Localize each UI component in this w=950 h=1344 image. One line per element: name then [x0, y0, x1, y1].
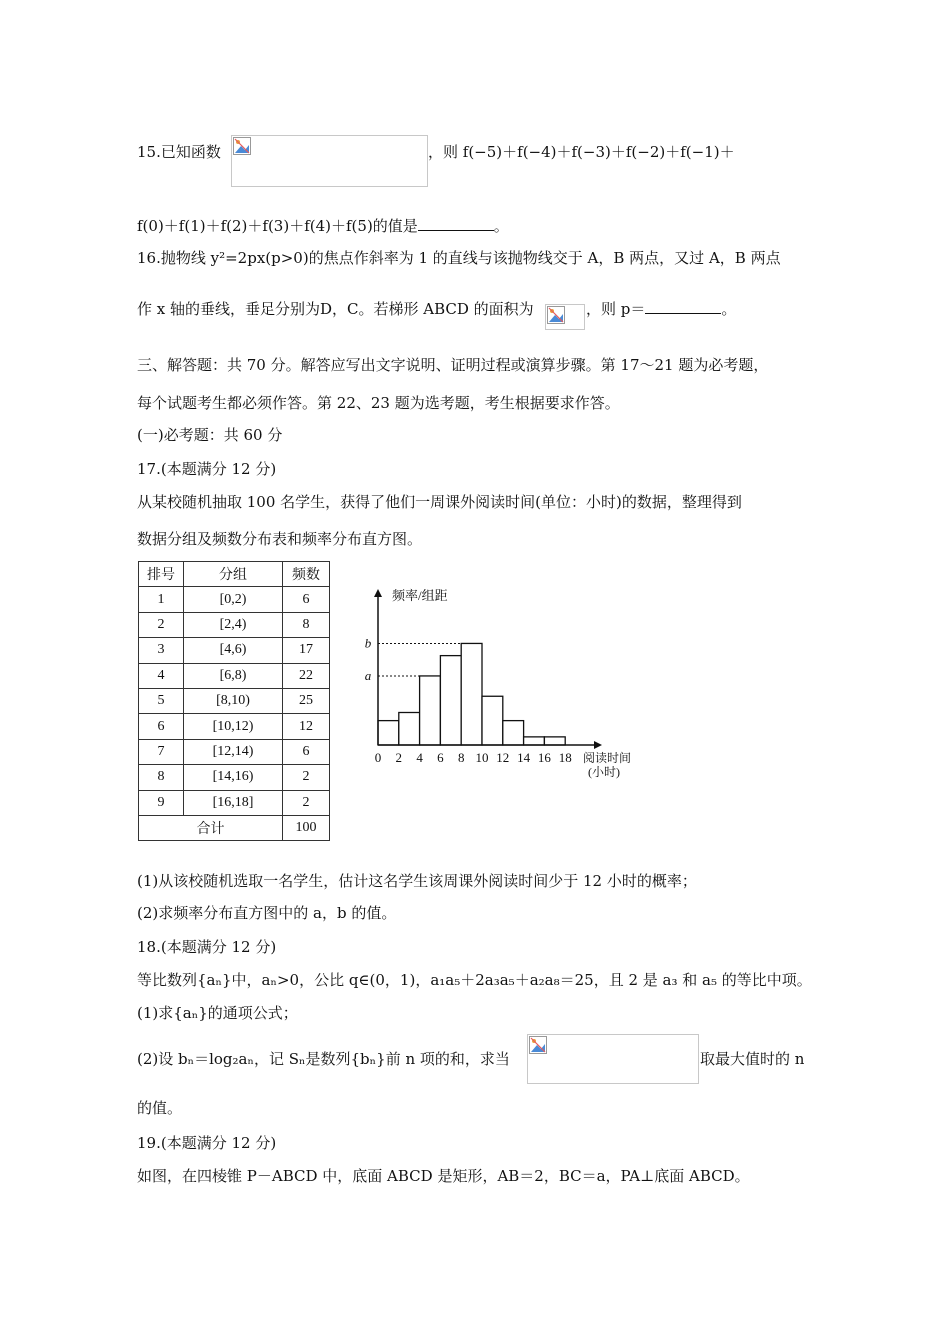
histogram-bar [503, 721, 524, 745]
frequency-table [138, 561, 330, 841]
table-row [139, 688, 330, 713]
table-cell: 17 [283, 638, 330, 663]
table-cell: 6 [283, 739, 330, 764]
x-tick-label: 16 [537, 750, 551, 765]
table-header: 频数 [283, 562, 330, 587]
q18-part2-end: 的值。 [137, 1099, 183, 1117]
table-row [139, 612, 330, 637]
table-cell: 6 [139, 714, 184, 739]
q18-line1: 等比数列{aₙ}中，aₙ>0，公比 q∈(0，1)，a₁a₅＋2a₃a₅＋a₂a₈＝25，且 2 是 a₃ 和 a₅ 的等比中项。 [137, 971, 812, 989]
q15-line1 [137, 142, 221, 162]
q15-text-a: 15.已知函数 [137, 143, 221, 161]
histogram-bar [440, 656, 461, 745]
table-cell: [12,14) [184, 739, 283, 764]
table-cell: 6 [283, 587, 330, 612]
table-row [139, 790, 330, 815]
table-cell: 4 [139, 663, 184, 688]
q18-header: 18.(本题满分 12 分) [137, 938, 277, 956]
q17-part2: (2)求频率分布直方图中的 a，b 的值。 [137, 904, 397, 922]
x-axis-arrow [594, 741, 602, 749]
histogram-bar [399, 713, 420, 746]
y-mark-label-a: a [364, 667, 372, 683]
table-row [139, 714, 330, 739]
q16-answer-blank [645, 299, 721, 314]
q16-line2 [137, 299, 534, 319]
table-cell: 12 [283, 714, 330, 739]
table-cell: [14,16) [184, 765, 283, 790]
table-cell: 8 [139, 765, 184, 790]
q15-line2 [137, 216, 509, 236]
table-cell: [8,10) [184, 688, 283, 713]
table-cell: [0,2) [184, 587, 283, 612]
histogram-bar [544, 737, 565, 745]
x-tick-label: 0 [374, 750, 382, 765]
histogram-bar [420, 676, 441, 745]
table-row [139, 638, 330, 663]
x-tick-label: 18 [558, 750, 572, 765]
q18-expression-image [527, 1034, 699, 1084]
q15-end: 。 [493, 217, 509, 235]
q17-part1: (1)从该校随机选取一名学生，估计这名学生该周课外阅读时间少于 12 小时的概率； [137, 872, 697, 890]
table-row [139, 739, 330, 764]
x-axis-unit-label: (小时) [588, 765, 620, 779]
y-axis-label: 频率/组距 [392, 588, 448, 603]
q18-part2-line [137, 1049, 510, 1069]
broken-image-icon [547, 306, 565, 324]
q15-line1-tail [428, 142, 735, 162]
x-tick-label: 8 [457, 750, 465, 765]
q16-area-image [545, 304, 585, 330]
table-cell: 5 [139, 688, 184, 713]
table-cell: 2 [283, 790, 330, 815]
x-tick-label: 14 [517, 750, 531, 765]
q17-line2: 数据分组及频数分布表和频率分布直方图。 [137, 530, 423, 548]
table-row [139, 765, 330, 790]
x-tick-label: 4 [416, 750, 423, 765]
q16-text-b: ，则 p＝ [586, 300, 646, 318]
q17-line1: 从某校随机抽取 100 名学生，获得了他们一周课外阅读时间(单位：小时)的数据，整理得到 [137, 493, 742, 511]
table-row [139, 587, 330, 612]
x-tick-label: 2 [395, 750, 403, 765]
table-cell: 22 [283, 663, 330, 688]
table-cell: [2,4) [184, 612, 283, 637]
histogram-bar [378, 721, 399, 745]
table-cell: [10,12) [184, 714, 283, 739]
q16-end: 。 [721, 300, 737, 318]
broken-image-icon [233, 137, 251, 155]
q16-line2-tail [586, 299, 736, 319]
table-cell: 7 [139, 739, 184, 764]
table-cell: 1 [139, 587, 184, 612]
table-row [139, 663, 330, 688]
q19-header: 19.(本题满分 12 分) [137, 1134, 277, 1152]
table-cell: 2 [139, 612, 184, 637]
table-total-value: 100 [283, 815, 330, 840]
x-tick-label: 10 [475, 750, 489, 765]
x-axis-label: 阅读时间 [583, 751, 632, 765]
q15-text-b: ，则 f(−5)＋f(−4)＋f(−3)＋f(−2)＋f(−1)＋ [428, 143, 735, 161]
table-header-row [139, 562, 330, 587]
table-header: 分组 [184, 562, 283, 587]
broken-image-icon [529, 1036, 547, 1054]
q16-text-a: 作 x 轴的垂线，垂足分别为D，C。若梯形 ABCD 的面积为 [137, 300, 534, 318]
x-tick-label: 12 [496, 750, 510, 765]
y-mark-label-b: b [364, 635, 372, 651]
q19-line1: 如图，在四棱锥 P－ABCD 中，底面 ABCD 是矩形，AB＝2，BC＝a，PA⊥底面 ABCD。 [137, 1167, 750, 1185]
q18-part2-tail: 取最大值时的 n [700, 1050, 805, 1068]
table-total-label: 合计 [139, 815, 283, 840]
histogram-bar [482, 696, 503, 745]
y-axis-arrow [374, 589, 382, 597]
table-header: 排号 [139, 562, 184, 587]
q15-text-c: f(0)＋f(1)＋f(2)＋f(3)＋f(4)＋f(5)的值是 [137, 217, 418, 235]
frequency-histogram [330, 560, 645, 845]
x-tick-label: 6 [437, 750, 444, 765]
table-cell: 3 [139, 638, 184, 663]
histogram-bar [461, 643, 482, 745]
table-cell: 25 [283, 688, 330, 713]
q17-header: 17.(本题满分 12 分) [137, 460, 277, 478]
q18-part2-text-a: (2)设 bₙ＝log₂aₙ，记 Sₙ是数列{bₙ}前 n 项的和，求当 [137, 1050, 510, 1068]
histogram-bar [524, 737, 545, 745]
q15-answer-blank [418, 216, 494, 231]
table-cell: 8 [283, 612, 330, 637]
table-cell: [4,6) [184, 638, 283, 663]
section3-line1: 三、解答题：共 70 分。解答应写出文字说明、证明过程或演算步骤。第 17～21 题为必考题， [137, 356, 769, 374]
table-cell: [16,18] [184, 790, 283, 815]
table-cell: [6,8) [184, 663, 283, 688]
table-cell: 2 [283, 765, 330, 790]
q15-function-image [231, 135, 428, 187]
q16-line1: 16.抛物线 y²=2px(p>0)的焦点作斜率为 1 的直线与该抛物线交于 A，B 两点，又过 A，B 两点 [137, 249, 781, 267]
section3-line3: (一)必考题：共 60 分 [137, 426, 283, 444]
q18-part1: (1)求{aₙ}的通项公式； [137, 1004, 298, 1022]
table-cell: 9 [139, 790, 184, 815]
table-total-row [139, 815, 330, 840]
section3-line2: 每个试题考生都必须作答。第 22、23 题为选考题，考生根据要求作答。 [137, 394, 620, 412]
